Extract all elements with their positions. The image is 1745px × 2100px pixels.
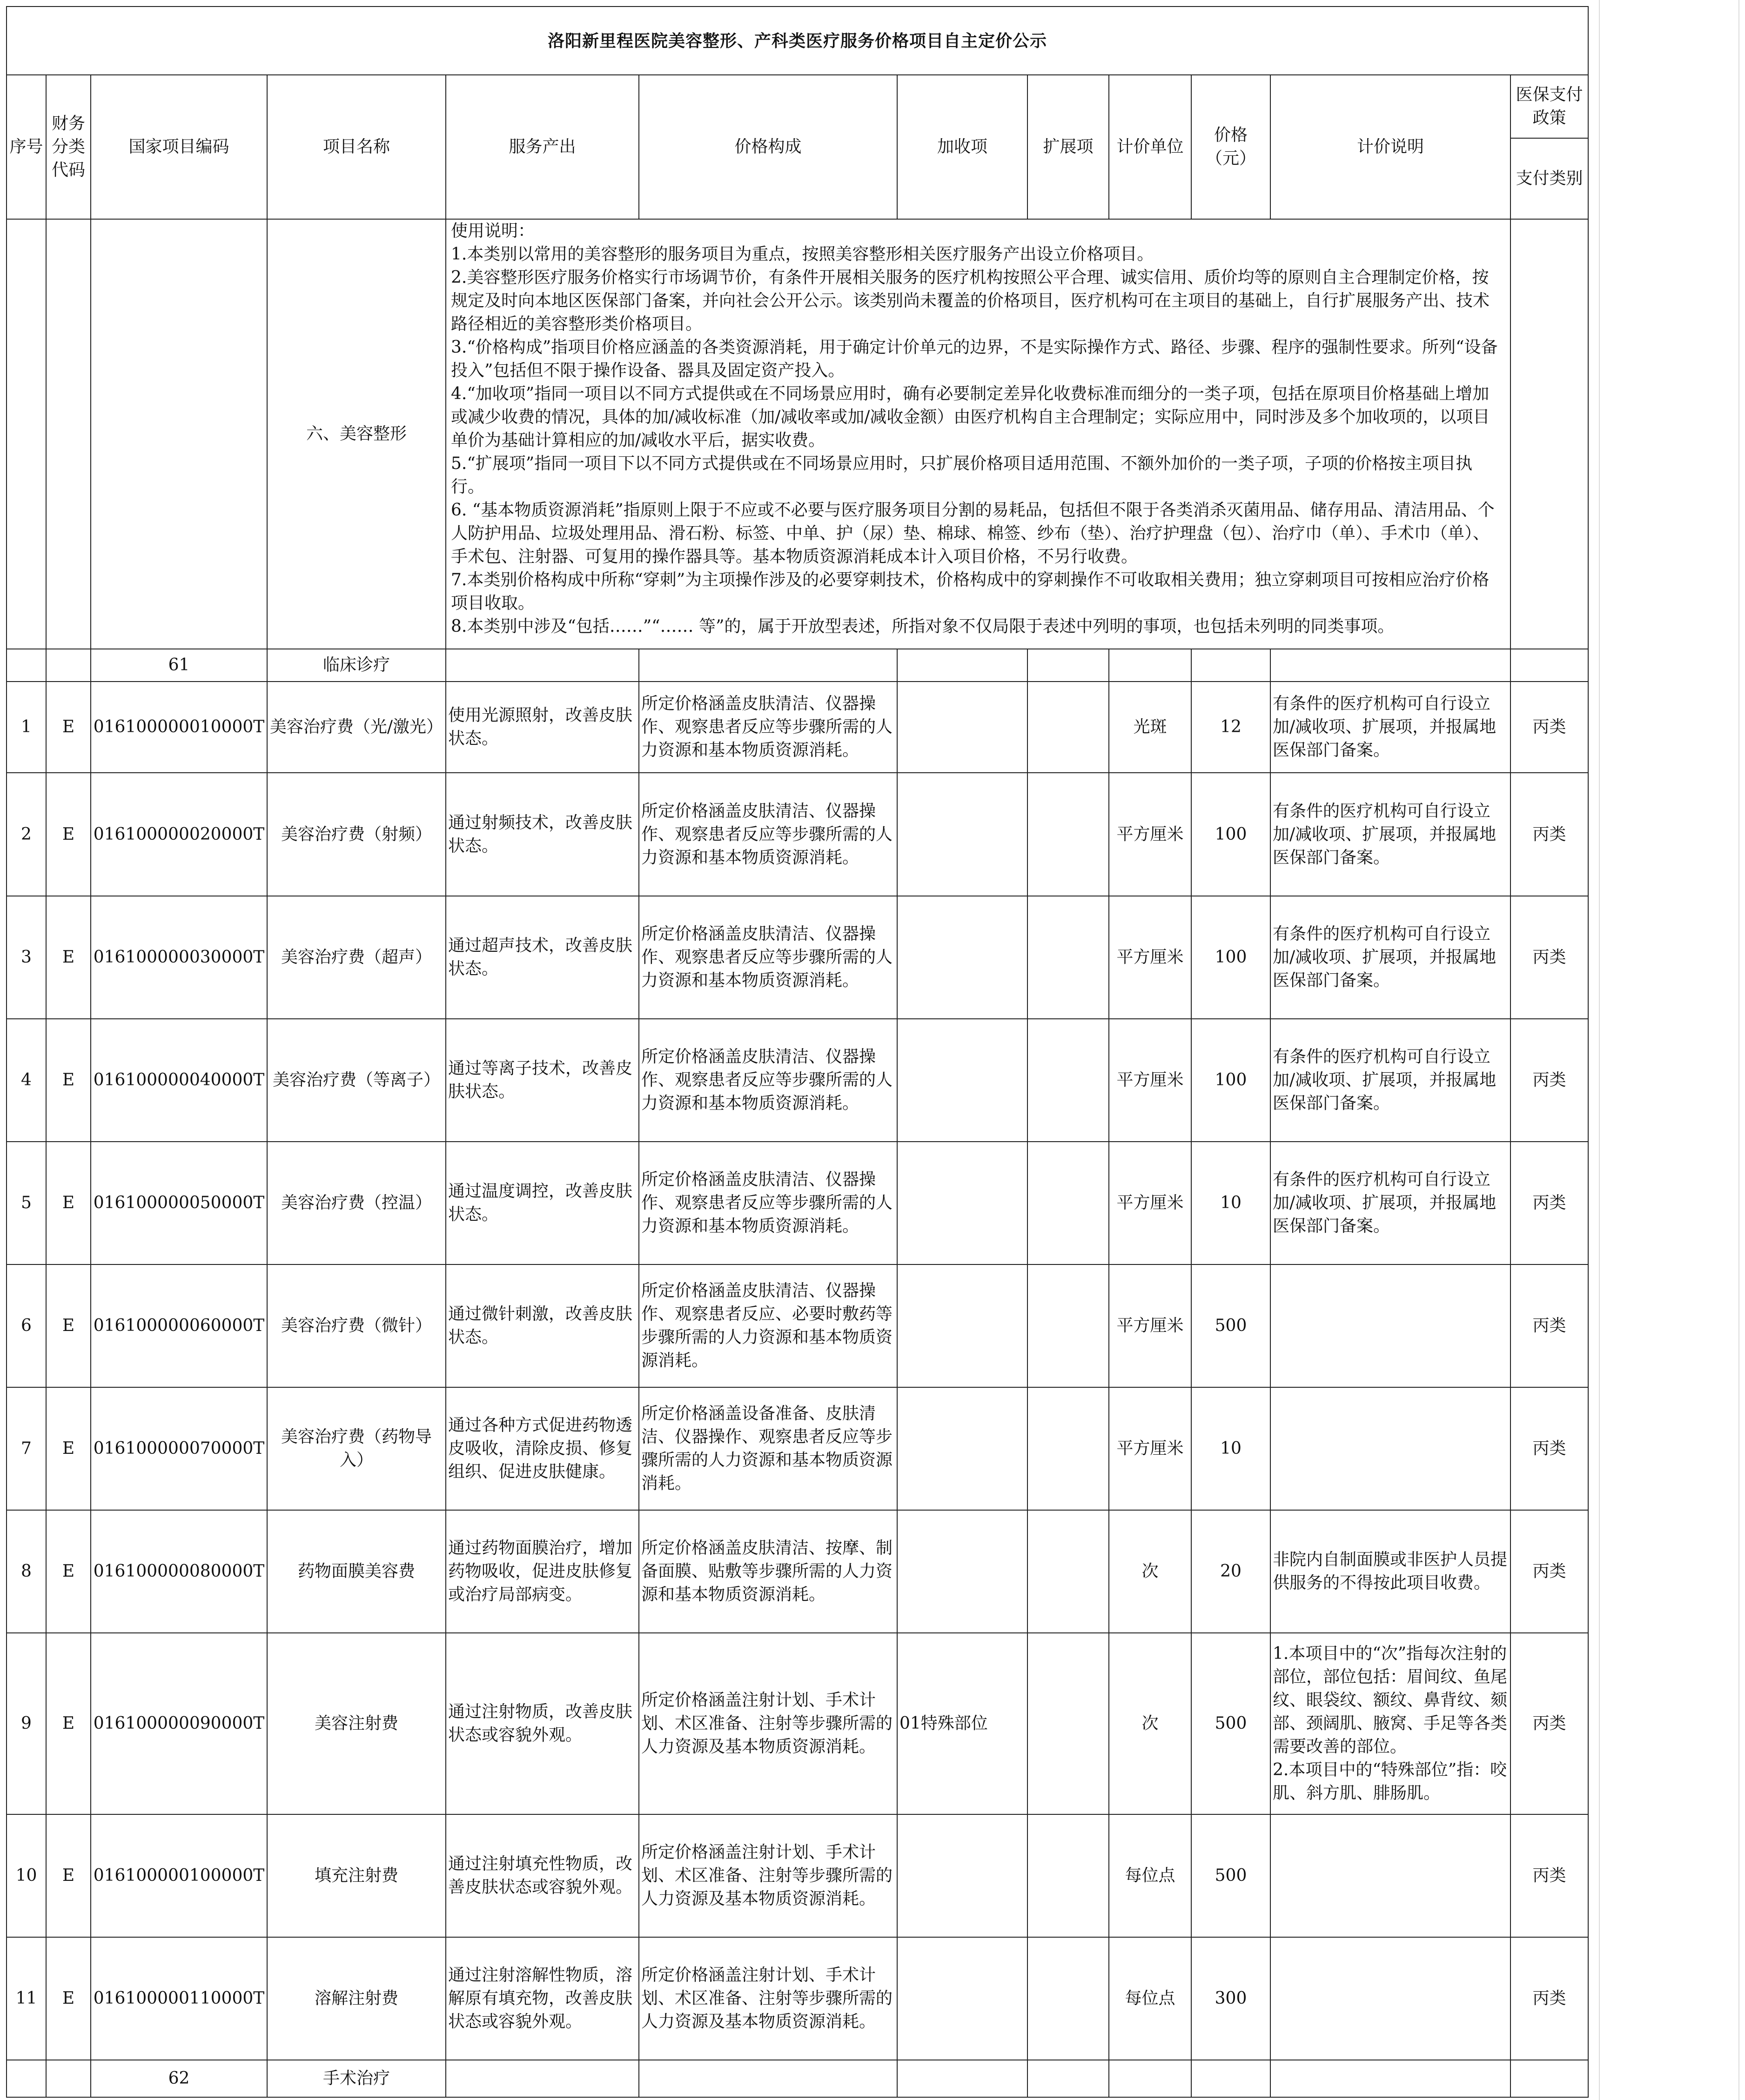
item-addon xyxy=(897,896,1027,1019)
item-unit: 平方厘米 xyxy=(1109,1142,1191,1264)
section-empty-cell xyxy=(897,2060,1027,2097)
table-row xyxy=(7,896,1588,1019)
item-price: 500 xyxy=(1191,1633,1270,1814)
item-extension xyxy=(1027,1633,1109,1814)
item-price: 100 xyxy=(1191,773,1270,896)
item-seq: 5 xyxy=(7,1142,46,1264)
section-empty-cell xyxy=(46,2060,91,2097)
item-pay-category: 丙类 xyxy=(1510,1264,1588,1387)
item-pay-category: 丙类 xyxy=(1510,682,1588,773)
item-output: 使用光源照射，改善皮肤状态。 xyxy=(446,682,639,773)
item-name: 美容治疗费（等离子） xyxy=(267,1019,446,1142)
item-fin-code: E xyxy=(46,1510,91,1633)
header-extension: 扩展项 xyxy=(1027,75,1109,219)
section-empty-cell xyxy=(1510,2060,1588,2097)
usage-note-line: 1.本类别以常用的美容整形的服务项目为重点，按照美容整形相关医疗服务产出设立价格项目。 xyxy=(451,245,1154,264)
item-unit: 次 xyxy=(1109,1633,1191,1814)
item-note: 非院内自制面膜或非医护人员提供服务的不得按此项目收费。 xyxy=(1270,1510,1510,1633)
section-empty-cell xyxy=(1109,2060,1191,2097)
item-output: 通过药物面膜治疗，增加药物吸收，促进皮肤修复或治疗局部病变。 xyxy=(446,1510,639,1633)
item-extension xyxy=(1027,773,1109,896)
item-pay-category: 丙类 xyxy=(1510,773,1588,896)
header-composition: 价格构成 xyxy=(639,75,897,219)
item-addon xyxy=(897,1937,1027,2060)
usage-notes xyxy=(446,219,1510,649)
section-empty-cell xyxy=(7,2060,46,2097)
item-extension xyxy=(1027,1264,1109,1387)
item-seq: 10 xyxy=(7,1814,46,1937)
item-output: 通过微针刺激，改善皮肤状态。 xyxy=(446,1264,639,1387)
item-name: 药物面膜美容费 xyxy=(267,1510,446,1633)
item-composition: 所定价格涵盖注射计划、手术计划、术区准备、注射等步骤所需的人力资源及基本物质资源消耗。 xyxy=(639,1937,897,2060)
item-name: 美容治疗费（射频） xyxy=(267,773,446,896)
item-pay-category: 丙类 xyxy=(1510,1019,1588,1142)
section-row xyxy=(7,649,1588,682)
item-pay-category: 丙类 xyxy=(1510,1387,1588,1510)
item-national-code: 016100000010000T xyxy=(91,682,267,773)
item-national-code: 016100000100000T xyxy=(91,1814,267,1937)
table-row xyxy=(7,1264,1588,1387)
item-name: 美容治疗费（超声） xyxy=(267,896,446,1019)
item-note xyxy=(1270,1264,1510,1387)
header-output: 服务产出 xyxy=(446,75,639,219)
item-composition: 所定价格涵盖皮肤清洁、仪器操作、观察患者反应等步骤所需的人力资源和基本物质资源消耗。 xyxy=(639,1142,897,1264)
header-pay-category: 支付类别 xyxy=(1510,138,1588,219)
section-empty-cell xyxy=(1270,2060,1510,2097)
item-output: 通过等离子技术，改善皮肤状态。 xyxy=(446,1019,639,1142)
section-empty-cell xyxy=(46,649,91,682)
item-national-code: 016100000050000T xyxy=(91,1142,267,1264)
item-name: 美容注射费 xyxy=(267,1633,446,1814)
price-sheet xyxy=(6,6,1589,2098)
table-row xyxy=(7,1937,1588,2060)
item-composition: 所定价格涵盖设备准备、皮肤清洁、仪器操作、观察患者反应等步骤所需的人力资源和基本物质资源消耗。 xyxy=(639,1387,897,1510)
item-addon xyxy=(897,1019,1027,1142)
item-addon xyxy=(897,682,1027,773)
item-national-code: 016100000040000T xyxy=(91,1019,267,1142)
item-pay-category: 丙类 xyxy=(1510,1814,1588,1937)
item-note xyxy=(1270,1814,1510,1937)
item-seq: 7 xyxy=(7,1387,46,1510)
item-extension xyxy=(1027,1510,1109,1633)
usage-note-line: 3.“价格构成”指项目价格应涵盖的各类资源消耗，用于确定计价单元的边界，不是实际操作方式、路径、步骤、程序的强制性要求。所列“设备投入”包括但不限于操作设备、器具及固定资产投入。 xyxy=(451,338,1498,380)
section-empty-cell xyxy=(1027,649,1109,682)
category-name: 六、美容整形 xyxy=(267,219,446,649)
item-price: 100 xyxy=(1191,896,1270,1019)
table-row xyxy=(7,1814,1588,1937)
item-unit: 平方厘米 xyxy=(1109,1264,1191,1387)
header-addon: 加收项 xyxy=(897,75,1027,219)
item-name: 美容治疗费（药物导入） xyxy=(267,1387,446,1510)
item-unit: 平方厘米 xyxy=(1109,1387,1191,1510)
item-price: 100 xyxy=(1191,1019,1270,1142)
item-national-code: 016100000020000T xyxy=(91,773,267,896)
item-fin-code: E xyxy=(46,1264,91,1387)
item-seq: 4 xyxy=(7,1019,46,1142)
category-pay-cell xyxy=(1510,219,1588,649)
section-name: 临床诊疗 xyxy=(267,649,446,682)
header-note: 计价说明 xyxy=(1270,75,1510,219)
item-seq: 6 xyxy=(7,1264,46,1387)
header-name: 项目名称 xyxy=(267,75,446,219)
item-composition: 所定价格涵盖皮肤清洁、仪器操作、观察患者反应等步骤所需的人力资源和基本物质资源消耗。 xyxy=(639,896,897,1019)
item-extension xyxy=(1027,1814,1109,1937)
table-row xyxy=(7,1019,1588,1142)
sheet-gridline xyxy=(1738,0,1739,2100)
item-fin-code: E xyxy=(46,1633,91,1814)
item-note: 有条件的医疗机构可自行设立加/减收项、扩展项，并报属地医保部门备案。 xyxy=(1270,1019,1510,1142)
item-fin-code: E xyxy=(46,682,91,773)
item-unit: 每位点 xyxy=(1109,1814,1191,1937)
item-extension xyxy=(1027,1387,1109,1510)
item-pay-category: 丙类 xyxy=(1510,1937,1588,2060)
usage-note-line: 7.本类别价格构成中所称“穿刺”为主项操作涉及的必要穿刺技术，价格构成中的穿刺操作不可收取相关费用；独立穿刺项目可按相应治疗价格项目收取。 xyxy=(451,570,1490,613)
table-row xyxy=(7,773,1588,896)
item-national-code: 016100000070000T xyxy=(91,1387,267,1510)
section-row xyxy=(7,2060,1588,2097)
item-output: 通过射频技术，改善皮肤状态。 xyxy=(446,773,639,896)
item-price: 12 xyxy=(1191,682,1270,773)
item-seq: 1 xyxy=(7,682,46,773)
header-insurance-policy: 医保支付政策 xyxy=(1510,75,1588,138)
item-seq: 9 xyxy=(7,1633,46,1814)
item-national-code: 016100000060000T xyxy=(91,1264,267,1387)
item-price: 300 xyxy=(1191,1937,1270,2060)
item-price: 500 xyxy=(1191,1264,1270,1387)
section-empty-cell xyxy=(1191,2060,1270,2097)
usage-note-line: 4.“加收项”指同一项目以不同方式提供或在不同场景应用时，确有必要制定差异化收费标准而细分的一类子项，包括在原项目价格基础上增加或减少收费的情况，具体的加/减收标准（加/减收率或加/减收金额）由医疗机构自主合理制定；实际应用中，同时涉及多个加收项的，以项目单价为基础计算相应的加/减收水平后，据实收费。 xyxy=(451,384,1490,450)
item-national-code: 016100000080000T xyxy=(91,1510,267,1633)
item-fin-code: E xyxy=(46,1019,91,1142)
table-row xyxy=(7,1142,1588,1264)
item-extension xyxy=(1027,1937,1109,2060)
page-title: 洛阳新里程医院美容整形、产科类医疗服务价格项目自主定价公示 xyxy=(7,7,1588,75)
item-price: 500 xyxy=(1191,1814,1270,1937)
item-price: 10 xyxy=(1191,1142,1270,1264)
usage-note-line: 2.美容整形医疗服务价格实行市场调节价，有条件开展相关服务的医疗机构按照公平合理、诚实信用、质价均等的原则自主合理制定价格，按规定及时向本地区医保部门备案，并向社会公开公示。该类别尚未覆盖的价格项目，医疗机构可在主项目的基础上，自行扩展服务产出、技术路径相近的美容整形类价格项目。 xyxy=(451,268,1490,334)
item-price: 20 xyxy=(1191,1510,1270,1633)
header-national-code: 国家项目编码 xyxy=(91,75,267,219)
usage-note-line: 8.本类别中涉及“包括……”“…… 等”的，属于开放型表述，所指对象不仅局限于表述中列明的事项，也包括未列明的同类事项。 xyxy=(451,617,1395,636)
item-pay-category: 丙类 xyxy=(1510,896,1588,1019)
item-note xyxy=(1270,1937,1510,2060)
item-seq: 8 xyxy=(7,1510,46,1633)
section-empty-cell xyxy=(897,649,1027,682)
item-name: 溶解注射费 xyxy=(267,1937,446,2060)
item-fin-code: E xyxy=(46,1142,91,1264)
item-note: 有条件的医疗机构可自行设立加/减收项、扩展项，并报属地医保部门备案。 xyxy=(1270,773,1510,896)
item-fin-code: E xyxy=(46,1937,91,2060)
item-national-code: 016100000110000T xyxy=(91,1937,267,2060)
item-price: 10 xyxy=(1191,1387,1270,1510)
item-fin-code: E xyxy=(46,896,91,1019)
item-name: 美容治疗费（控温） xyxy=(267,1142,446,1264)
item-addon xyxy=(897,1814,1027,1937)
item-name: 美容治疗费（微针） xyxy=(267,1264,446,1387)
usage-note-line: 5.“扩展项”指同一项目下以不同方式提供或在不同场景应用时，只扩展价格项目适用范围、不额外加价的一类子项，子项的价格按主项目执行。 xyxy=(451,454,1473,496)
item-unit: 平方厘米 xyxy=(1109,896,1191,1019)
item-unit: 每位点 xyxy=(1109,1937,1191,2060)
item-composition: 所定价格涵盖皮肤清洁、仪器操作、观察患者反应等步骤所需的人力资源和基本物质资源消耗。 xyxy=(639,682,897,773)
item-fin-code: E xyxy=(46,1814,91,1937)
item-output: 通过温度调控，改善皮肤状态。 xyxy=(446,1142,639,1264)
item-composition: 所定价格涵盖注射计划、手术计划、术区准备、注射等步骤所需的人力资源及基本物质资源消耗。 xyxy=(639,1814,897,1937)
section-empty-cell xyxy=(1510,649,1588,682)
category-seq-cell xyxy=(7,219,46,649)
item-composition: 所定价格涵盖皮肤清洁、仪器操作、观察患者反应等步骤所需的人力资源和基本物质资源消耗。 xyxy=(639,1019,897,1142)
item-name: 美容治疗费（光/激光） xyxy=(267,682,446,773)
item-composition: 所定价格涵盖皮肤清洁、仪器操作、观察患者反应、必要时敷药等步骤所需的人力资源和基本物质资源消耗。 xyxy=(639,1264,897,1387)
sheet-gridline xyxy=(1599,0,1600,2100)
section-empty-cell xyxy=(7,649,46,682)
header-price: 价格（元） xyxy=(1191,75,1270,219)
section-name: 手术治疗 xyxy=(267,2060,446,2097)
item-composition: 所定价格涵盖注射计划、手术计划、术区准备、注射等步骤所需的人力资源及基本物质资源消耗。 xyxy=(639,1633,897,1814)
item-output: 通过超声技术，改善皮肤状态。 xyxy=(446,896,639,1019)
item-composition: 所定价格涵盖皮肤清洁、按摩、制备面膜、贴敷等步骤所需的人力资源和基本物质资源消耗。 xyxy=(639,1510,897,1633)
item-seq: 3 xyxy=(7,896,46,1019)
table-row xyxy=(7,682,1588,773)
section-empty-cell xyxy=(639,2060,897,2097)
item-unit: 平方厘米 xyxy=(1109,773,1191,896)
usage-note-line: 6. “基本物质资源消耗”指原则上限于不应或不必要与医疗服务项目分割的易耗品，包括但不限于各类消杀灭菌用品、储存用品、清洁用品、个人防护用品、垃圾处理用品、滑石粉、标签、中单、护（尿）垫、棉球、棉签、纱布（垫）、治疗护理盘（包）、治疗巾（单）、手术巾（单）、手术包、注射器、可复用的操作器具等。基本物质资源消耗成本计入项目价格，不另行收费。 xyxy=(451,501,1495,566)
item-extension xyxy=(1027,1019,1109,1142)
item-unit: 光斑 xyxy=(1109,682,1191,773)
item-name: 填充注射费 xyxy=(267,1814,446,1937)
item-note: 有条件的医疗机构可自行设立加/减收项、扩展项，并报属地医保部门备案。 xyxy=(1270,682,1510,773)
category-code-cell xyxy=(91,219,267,649)
usage-note-line: 使用说明： xyxy=(451,221,535,241)
item-addon xyxy=(897,773,1027,896)
item-pay-category: 丙类 xyxy=(1510,1510,1588,1633)
item-addon xyxy=(897,1142,1027,1264)
section-code: 61 xyxy=(91,649,267,682)
item-addon xyxy=(897,1264,1027,1387)
item-output: 通过注射填充性物质，改善皮肤状态或容貌外观。 xyxy=(446,1814,639,1937)
section-empty-cell xyxy=(1191,649,1270,682)
item-fin-code: E xyxy=(46,773,91,896)
item-note xyxy=(1270,1387,1510,1510)
item-seq: 2 xyxy=(7,773,46,896)
item-composition: 所定价格涵盖皮肤清洁、仪器操作、观察患者反应等步骤所需的人力资源和基本物质资源消耗。 xyxy=(639,773,897,896)
section-empty-cell xyxy=(1109,649,1191,682)
price-table xyxy=(6,6,1589,2098)
section-empty-cell xyxy=(1027,2060,1109,2097)
item-pay-category: 丙类 xyxy=(1510,1142,1588,1264)
item-extension xyxy=(1027,896,1109,1019)
category-fin-cell xyxy=(46,219,91,649)
item-national-code: 016100000030000T xyxy=(91,896,267,1019)
item-output: 通过注射溶解性物质，溶解原有填充物，改善皮肤状态或容貌外观。 xyxy=(446,1937,639,2060)
item-note: 有条件的医疗机构可自行设立加/减收项、扩展项，并报属地医保部门备案。 xyxy=(1270,896,1510,1019)
item-note: 有条件的医疗机构可自行设立加/减收项、扩展项，并报属地医保部门备案。 xyxy=(1270,1142,1510,1264)
item-fin-code: E xyxy=(46,1387,91,1510)
item-output: 通过注射物质，改善皮肤状态或容貌外观。 xyxy=(446,1633,639,1814)
section-empty-cell xyxy=(1270,649,1510,682)
section-code: 62 xyxy=(91,2060,267,2097)
item-pay-category: 丙类 xyxy=(1510,1633,1588,1814)
item-extension xyxy=(1027,1142,1109,1264)
item-unit: 平方厘米 xyxy=(1109,1019,1191,1142)
item-addon xyxy=(897,1510,1027,1633)
table-row xyxy=(7,1633,1588,1814)
section-empty-cell xyxy=(446,2060,639,2097)
table-row xyxy=(7,1510,1588,1633)
item-national-code: 016100000090000T xyxy=(91,1633,267,1814)
header-seq: 序号 xyxy=(7,75,46,219)
item-output: 通过各种方式促进药物透皮吸收，清除皮损、修复组织、促进皮肤健康。 xyxy=(446,1387,639,1510)
item-note: 1.本项目中的“次”指每次注射的部位，部位包括：眉间纹、鱼尾纹、眼袋纹、额纹、鼻背纹、颏部、颈阔肌、腋窝、手足等各类需要改善的部位。 2.本项目中的“特殊部位”指：咬肌、斜方肌、腓肠肌。 xyxy=(1270,1633,1510,1814)
table-row xyxy=(7,1387,1588,1510)
header-unit: 计价单位 xyxy=(1109,75,1191,219)
section-empty-cell xyxy=(639,649,897,682)
header-fin-code: 财务分类代码 xyxy=(46,75,91,219)
item-addon: 01特殊部位 xyxy=(897,1633,1027,1814)
item-unit: 次 xyxy=(1109,1510,1191,1633)
item-extension xyxy=(1027,682,1109,773)
item-addon xyxy=(897,1387,1027,1510)
section-empty-cell xyxy=(446,649,639,682)
item-seq: 11 xyxy=(7,1937,46,2060)
